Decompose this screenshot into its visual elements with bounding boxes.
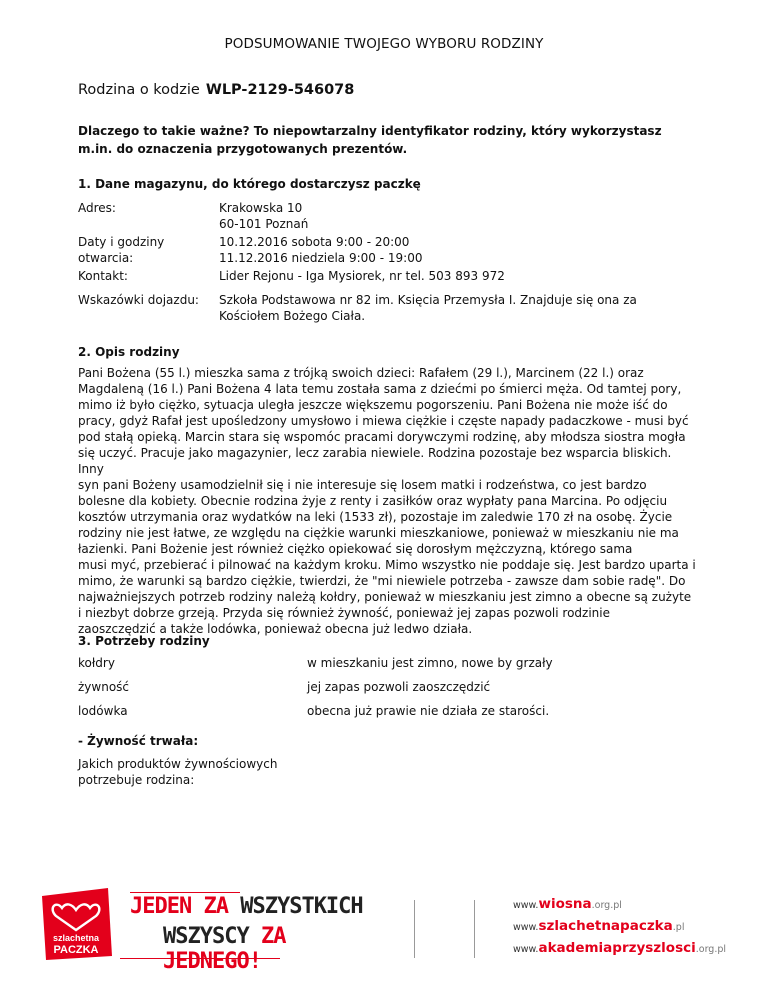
family-code-value: WLP-2129-546078 — [205, 82, 355, 98]
address-line-1: Krakowska 10 — [219, 201, 303, 215]
slogan-word-1: JEDEN ZA — [130, 894, 228, 919]
slogan-word-3: WSZYSCY — [163, 924, 249, 949]
footer-divider — [474, 900, 475, 958]
logo-text-2: PACZKA — [53, 944, 99, 956]
szlachetna-paczka-logo — [38, 886, 114, 962]
description-line: Magdaleną (16 l.) Pani Bożena 4 lata temu została sama z dziećmi po śmierci męża. Od tamtej pory, — [78, 382, 682, 396]
description-line: Pani Bożena (55 l.) mieszka sama z trójką swoich dzieci: Rafałem (29 l.), Marcinem (22 l.) oraz — [78, 366, 644, 380]
logo-text-1: szlachetna — [52, 933, 100, 943]
food-question-line-1: Jakich produktów żywnościowych — [78, 757, 278, 771]
contact-label: Kontakt: — [78, 269, 128, 283]
description-line: najważniejszych potrzeb rodziny należą kołdry, ponieważ w mieszkaniu jest zimno a obecne są zużyte — [78, 590, 692, 604]
page-title: PODSUMOWANIE TWOJEGO WYBORU RODZINY — [224, 36, 544, 52]
description-line: pod stałą opieką. Marcin stara się wspomóc pracami dorywczymi rodzinę, aby młodsza siostra mogła — [78, 430, 686, 444]
description-line: syn pani Bożeny usamodzielnił się i nie interesuje się losem matki i rodzeństwa, co jest bardzo — [78, 478, 647, 492]
dates-value — [219, 234, 689, 266]
description-line: kosztów utrzymania oraz wydatków na leki (1533 zł), pozostaje im zaledwie 170 zł na osobę. Życie — [78, 510, 673, 524]
footer-divider — [414, 900, 415, 958]
description-line: i niezbyt dobrze grzeją. Przyda się również żywność, ponieważ jej zapas pozwoli rodzinie — [78, 606, 610, 620]
durable-food-heading: - Żywność trwała: — [78, 734, 199, 748]
need-reason: w mieszkaniu jest zimno, nowe by grzały — [307, 656, 553, 670]
slogan-word-4: ZA JEDNEGO! — [163, 924, 286, 974]
description-line: rodziny nie jest łatwe, ze względu na ciężkie warunki mieszkaniowe, ponieważ w mieszkaniu nie ma — [78, 526, 679, 540]
footer-links — [513, 895, 726, 961]
why-important-note: Dlaczego to takie ważne? To niepowtarzalny identyfikator rodziny, który wykorzystasz m.in. do oznaczenia przygotowanych prezentów. — [78, 124, 662, 156]
slogan — [120, 888, 390, 974]
address-label: Adres: — [78, 201, 116, 215]
need-item: lodówka — [78, 704, 128, 718]
description-line: mimo iż było ciężko, sytuacja uległa jeszcze większemu pogorszeniu. Pani Bożena nie może iść do — [78, 398, 668, 412]
dates-label: Daty i godziny otwarcia: — [78, 235, 165, 265]
section-1-heading: 1. Dane magazynu, do którego dostarczysz paczkę — [78, 177, 421, 191]
dates-line-1: 10.12.2016 sobota 9:00 - 20:00 — [219, 235, 410, 249]
food-question-line-2: potrzebuje rodzina: — [78, 773, 195, 787]
need-reason: obecna już prawie nie działa ze starości. — [307, 704, 550, 718]
section-3-heading: 3. Potrzeby rodziny — [78, 634, 210, 648]
slogan-word-2: WSZYSTKICH — [240, 894, 363, 919]
link-wiosna[interactable]: www.wiosna.org.pl — [513, 896, 622, 912]
directions-label: Wskazówki dojazdu: — [78, 293, 199, 307]
description-line: musi myć, przebierać i pilnować na każdym kroku. Mimo wszystko nie poddaje się. Jest bardzo uparta i — [78, 558, 696, 572]
need-reason: jej zapas pozwoli zaoszczędzić — [307, 680, 491, 694]
contact-value: Lider Rejonu - Iga Mysiorek, nr tel. 503 893 972 — [219, 269, 505, 283]
description-line: zaoszczędzić a także lodówka, ponieważ obecna już ledwo działa. — [78, 622, 473, 636]
food-question — [78, 756, 288, 788]
dates-line-2: 11.12.2016 niedziela 9:00 - 19:00 — [219, 251, 423, 265]
directions-line-1: Szkoła Podstawowa nr 82 im. Księcia Przemysła I. Znajduje się ona za — [219, 293, 637, 307]
description-line: mimo, że warunki są bardzo ciężkie, twierdzi, że "mi niewiele potrzeba - zawsze dam sobie radę". Do — [78, 574, 686, 588]
need-item: kołdry — [78, 656, 115, 670]
directions-value — [219, 292, 689, 324]
description-line: pracy, gdyż Rafał jest upośledzony umysłowo i miewa ciężkie i częste napady padaczkowe - musi być — [78, 414, 689, 428]
link-akademiaprzyszlosci[interactable]: www.akademiaprzyszlosci.org.pl — [513, 940, 727, 956]
family-code-label: Rodzina o kodzie — [78, 82, 200, 98]
link-szlachetnapaczka[interactable]: www.szlachetnapaczka.pl — [513, 918, 685, 934]
directions-line-2: Kościołem Bożego Ciała. — [219, 309, 366, 323]
family-description — [78, 365, 700, 637]
description-line: łazienki. Pani Bożenie jest również ciężko opiekować się dorosłym mężczyzną, którego sama — [78, 542, 633, 556]
description-line: się uczyć. Pracuje jako magazynier, lecz zarabia niewiele. Rodzina pozostaje bez wsparcia bliskich. Inny — [78, 446, 672, 476]
address-value — [219, 200, 689, 232]
need-item: żywność — [78, 680, 130, 694]
address-line-2: 60-101 Poznań — [219, 217, 309, 231]
section-2-heading: 2. Opis rodziny — [78, 345, 180, 359]
description-line: bolesne dla kobiety. Obecnie rodzina żyje z renty i zasiłków oraz wypłaty pana Marcina. Po odjęciu — [78, 494, 668, 508]
family-code-line — [78, 82, 354, 98]
